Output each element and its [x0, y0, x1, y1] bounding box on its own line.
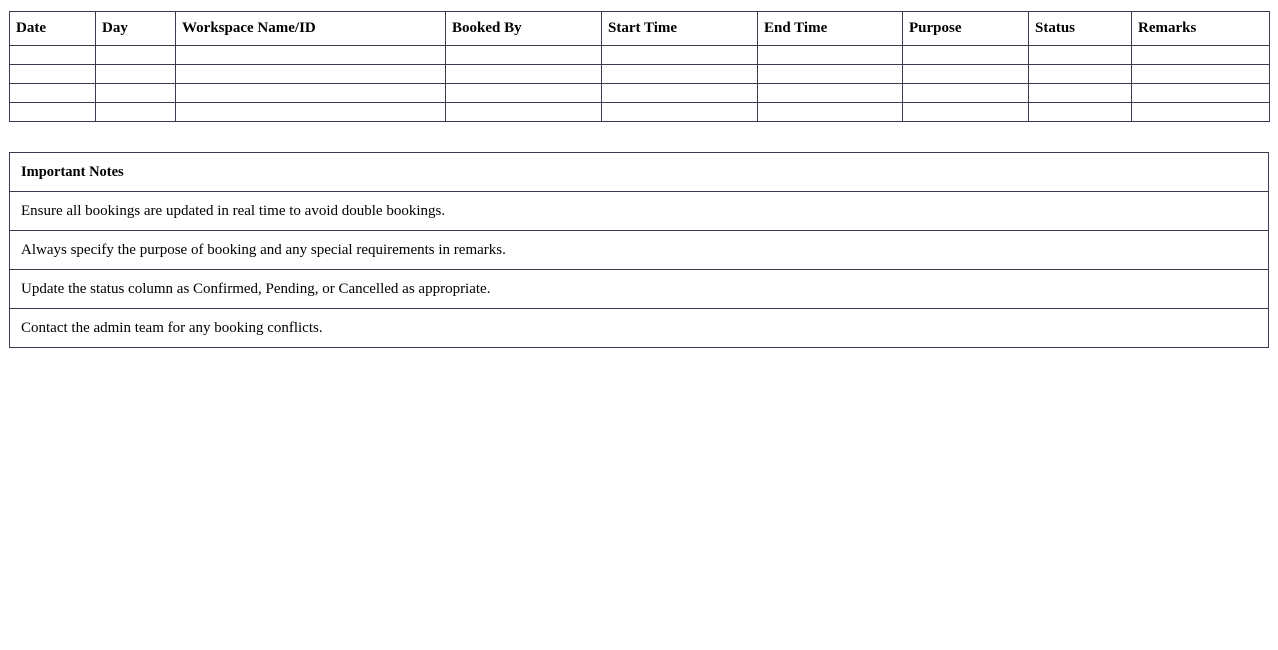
notes-title-row	[10, 153, 1269, 192]
cell-date[interactable]	[10, 103, 96, 122]
cell-day[interactable]	[96, 46, 176, 65]
cell-purpose[interactable]	[903, 84, 1029, 103]
cell-workspace-name-id[interactable]	[176, 103, 446, 122]
note-item: Contact the admin team for any booking conflicts.	[10, 309, 1269, 348]
column-header-workspace-name-id: Workspace Name/ID	[176, 12, 446, 46]
cell-status[interactable]	[1029, 84, 1132, 103]
cell-booked-by[interactable]	[446, 46, 602, 65]
column-header-remarks: Remarks	[1132, 12, 1270, 46]
cell-date[interactable]	[10, 46, 96, 65]
cell-purpose[interactable]	[903, 65, 1029, 84]
notes-row	[10, 270, 1269, 309]
notes-row	[10, 309, 1269, 348]
cell-end-time[interactable]	[758, 65, 903, 84]
cell-status[interactable]	[1029, 103, 1132, 122]
cell-start-time[interactable]	[602, 65, 758, 84]
cell-remarks[interactable]	[1132, 65, 1270, 84]
cell-workspace-name-id[interactable]	[176, 65, 446, 84]
note-item: Update the status column as Confirmed, Pending, or Cancelled as appropriate.	[10, 270, 1269, 309]
column-header-date: Date	[10, 12, 96, 46]
cell-status[interactable]	[1029, 46, 1132, 65]
cell-start-time[interactable]	[602, 103, 758, 122]
column-header-day: Day	[96, 12, 176, 46]
cell-day[interactable]	[96, 84, 176, 103]
workspace-booking-table	[9, 11, 1270, 122]
cell-date[interactable]	[10, 84, 96, 103]
cell-workspace-name-id[interactable]	[176, 46, 446, 65]
cell-day[interactable]	[96, 103, 176, 122]
column-header-status: Status	[1029, 12, 1132, 46]
cell-remarks[interactable]	[1132, 46, 1270, 65]
table-header-row	[10, 12, 1270, 46]
table-row[interactable]	[10, 84, 1270, 103]
notes-row	[10, 231, 1269, 270]
cell-booked-by[interactable]	[446, 103, 602, 122]
notes-title: Important Notes	[10, 153, 1269, 192]
cell-purpose[interactable]	[903, 46, 1029, 65]
important-notes-table	[9, 152, 1269, 348]
cell-booked-by[interactable]	[446, 65, 602, 84]
note-item: Ensure all bookings are updated in real time to avoid double bookings.	[10, 192, 1269, 231]
cell-start-time[interactable]	[602, 46, 758, 65]
column-header-purpose: Purpose	[903, 12, 1029, 46]
column-header-start-time: Start Time	[602, 12, 758, 46]
cell-end-time[interactable]	[758, 103, 903, 122]
cell-date[interactable]	[10, 65, 96, 84]
cell-purpose[interactable]	[903, 103, 1029, 122]
note-item: Always specify the purpose of booking and any special requirements in remarks.	[10, 231, 1269, 270]
cell-start-time[interactable]	[602, 84, 758, 103]
cell-status[interactable]	[1029, 65, 1132, 84]
cell-booked-by[interactable]	[446, 84, 602, 103]
cell-day[interactable]	[96, 65, 176, 84]
column-header-booked-by: Booked By	[446, 12, 602, 46]
cell-workspace-name-id[interactable]	[176, 84, 446, 103]
important-notes-container	[9, 152, 1269, 348]
table-row[interactable]	[10, 46, 1270, 65]
table-row[interactable]	[10, 65, 1270, 84]
cell-remarks[interactable]	[1132, 84, 1270, 103]
booking-table-container	[9, 11, 1269, 122]
notes-row	[10, 192, 1269, 231]
column-header-end-time: End Time	[758, 12, 903, 46]
cell-end-time[interactable]	[758, 84, 903, 103]
cell-remarks[interactable]	[1132, 103, 1270, 122]
table-row[interactable]	[10, 103, 1270, 122]
cell-end-time[interactable]	[758, 46, 903, 65]
